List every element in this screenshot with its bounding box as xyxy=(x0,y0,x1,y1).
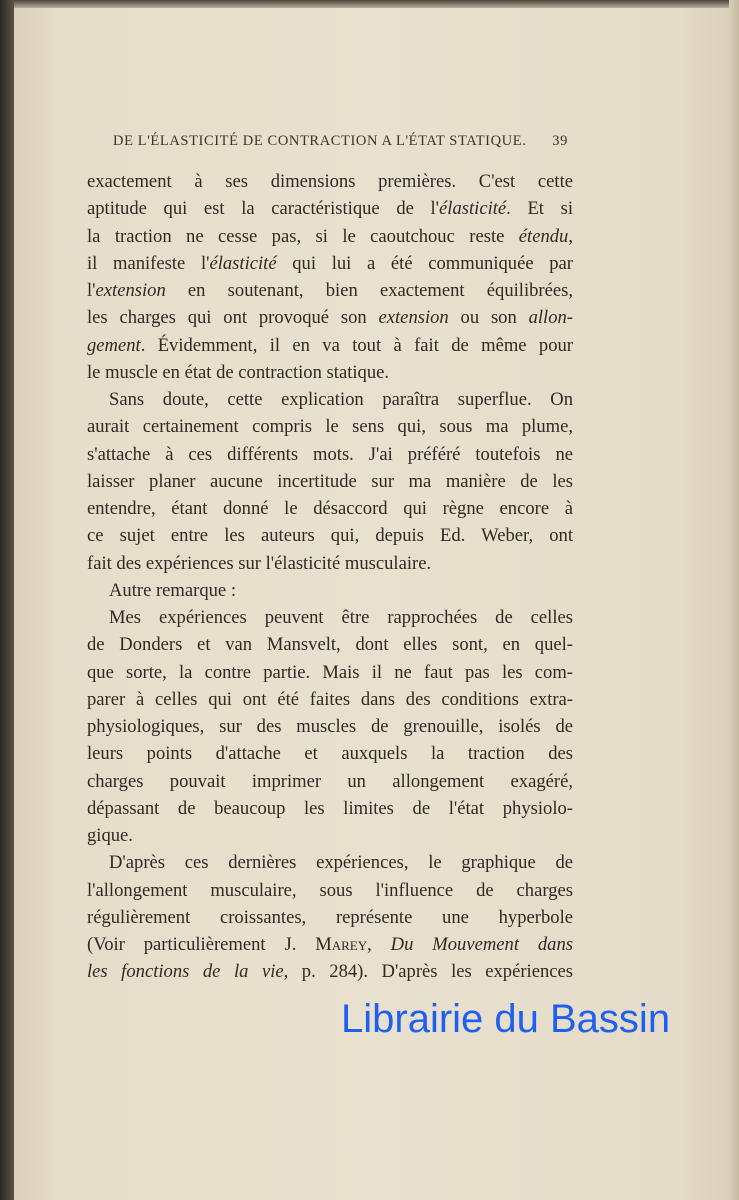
text-run: il manifeste l' xyxy=(87,252,210,274)
running-header xyxy=(113,133,568,150)
text-run: Sans doute, cette explication paraîtra superflue. On xyxy=(109,389,573,410)
text-line xyxy=(87,577,573,604)
text-run: entendre, étant donné le désaccord qui règne encore à xyxy=(87,498,573,519)
text-line xyxy=(87,441,573,468)
italic-run: extension xyxy=(95,280,166,301)
text-run: ou son xyxy=(448,307,529,329)
text-line xyxy=(87,304,573,331)
text-line xyxy=(87,904,573,931)
text-line xyxy=(87,168,573,195)
text-line xyxy=(87,877,573,904)
text-line xyxy=(87,740,573,767)
text-run: en soutenant, bien exactement équilibrées, xyxy=(165,280,573,301)
text-run: (Voir particulièrement J. xyxy=(87,934,316,955)
text-line xyxy=(87,332,573,359)
italic-run: élasticité xyxy=(209,252,277,274)
italic-run: étendu xyxy=(518,225,569,247)
text-line xyxy=(87,713,573,740)
italic-run: les fonctions de la vie xyxy=(87,961,284,983)
page-right-edge xyxy=(729,0,739,1200)
text-run: que sorte, la contre partie. Mais il ne faut pas les com- xyxy=(87,661,573,683)
text-line xyxy=(87,195,573,222)
text-line xyxy=(87,413,573,440)
text-line xyxy=(87,631,573,658)
text-run: charges pouvait imprimer un allongement exagéré, xyxy=(87,770,573,792)
text-line xyxy=(87,495,573,522)
text-run: , xyxy=(568,225,573,247)
italic-run: Du Mouvement dans xyxy=(390,934,573,955)
text-run: régulièrement croissantes, représente une hyperbole xyxy=(87,906,573,928)
text-run: les charges qui ont provoqué son xyxy=(87,307,379,329)
text-run: Mes expériences peuvent être rapprochées de celles xyxy=(109,607,573,628)
small-caps-run: Marey xyxy=(315,934,368,955)
page-top-shadow xyxy=(0,0,739,8)
text-line xyxy=(87,386,573,413)
text-line xyxy=(87,277,573,304)
text-line xyxy=(87,468,573,495)
page-number: 39 xyxy=(552,133,568,149)
text-run: l'allongement musculaire, sous l'influence de charges xyxy=(87,879,573,901)
text-line xyxy=(87,768,573,795)
text-line xyxy=(87,522,573,549)
text-run: . Et si xyxy=(506,198,574,220)
text-run: aurait certainement compris le sens qui, sous ma plume, xyxy=(87,416,573,438)
text-line xyxy=(87,659,573,686)
running-title: DE L'ÉLASTICITÉ DE CONTRACTION A L'ÉTAT STATIQUE. xyxy=(113,133,527,149)
text-run: la traction ne cesse pas, si le caoutchouc reste xyxy=(87,225,519,247)
text-line xyxy=(87,359,573,386)
italic-run: élasticité xyxy=(439,198,507,220)
italic-run: allon- xyxy=(528,307,573,329)
text-run: de Donders et van Mansvelt, dont elles sont, en quel- xyxy=(87,634,573,656)
text-run: . Évidemment, il en va tout à fait de même pour xyxy=(140,334,573,356)
text-run: exactement à ses dimensions premières. C'est cette xyxy=(87,171,573,192)
text-run: ce sujet entre les auteurs qui, depuis Ed. Weber, ont xyxy=(87,525,573,547)
text-run: gique. xyxy=(87,825,133,846)
body-text xyxy=(87,168,573,986)
text-line xyxy=(87,550,573,577)
text-run: s'attache à ces différents mots. J'ai préféré toutefois ne xyxy=(87,443,573,465)
text-line xyxy=(87,958,573,985)
text-run: aptitude qui est la caractéristique de l' xyxy=(87,198,440,220)
text-run: , xyxy=(367,934,391,955)
text-run: physiologiques, sur des muscles de grenouille, isolés de xyxy=(87,716,573,737)
page-left-edge xyxy=(0,0,14,1200)
text-run: fait des expériences sur l'élasticité musculaire. xyxy=(87,552,432,574)
text-run: leurs points d'attache et auxquels la traction des xyxy=(87,743,573,765)
text-run: le muscle en état de contraction statique. xyxy=(87,361,390,383)
watermark: Librairie du Bassin xyxy=(341,997,671,1041)
text-line xyxy=(87,931,573,958)
text-run: laisser planer aucune incertitude sur ma manière de les xyxy=(87,470,573,492)
text-line xyxy=(87,849,573,876)
italic-run: gement xyxy=(87,334,141,356)
text-run: , p. 284). D'après les expériences xyxy=(283,961,573,983)
text-run: parer à celles qui ont été faites dans des conditions extra- xyxy=(87,688,573,710)
text-run: D'après ces dernières expériences, le graphique de xyxy=(109,852,573,874)
text-run: Autre remarque : xyxy=(109,579,236,601)
text-line xyxy=(87,795,573,822)
text-run: qui lui a été communiquée par xyxy=(276,252,573,274)
text-line xyxy=(87,250,573,277)
text-run: l' xyxy=(87,280,96,301)
text-line xyxy=(87,223,573,250)
text-line xyxy=(87,604,573,631)
text-line xyxy=(87,686,573,713)
italic-run: extension xyxy=(378,307,449,329)
text-line xyxy=(87,822,573,849)
text-run: dépassant de beaucoup les limites de l'état physiolo- xyxy=(87,797,573,819)
